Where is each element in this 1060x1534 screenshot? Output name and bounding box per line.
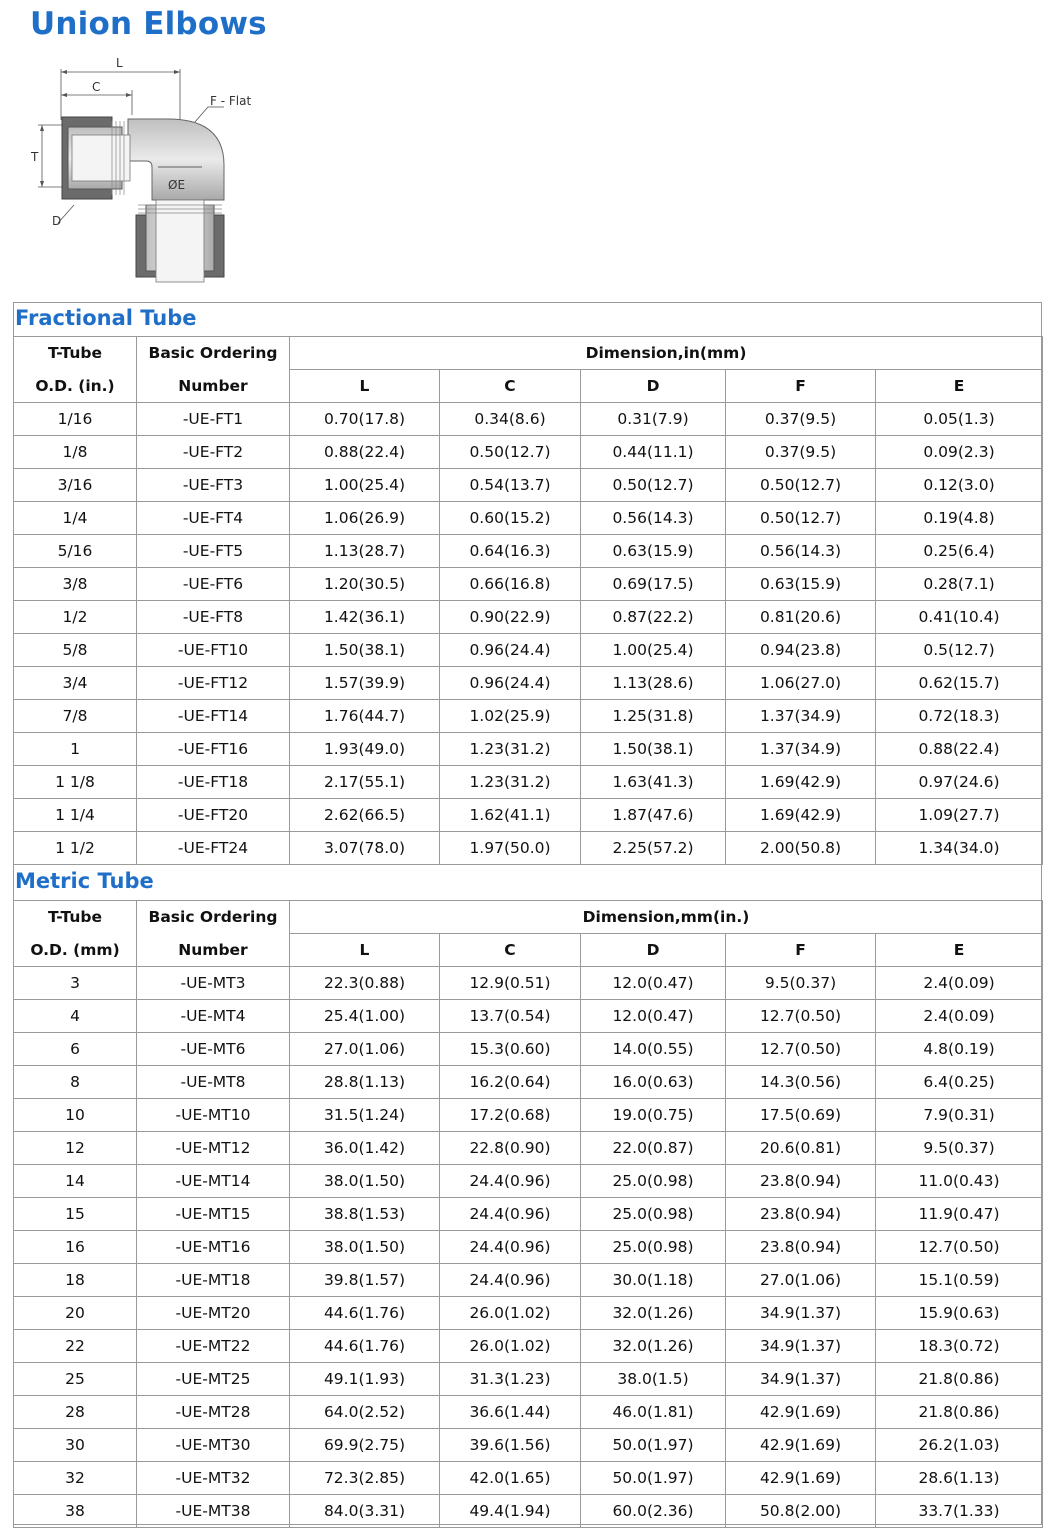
cell-dim-c: 24.4(0.96)	[440, 1198, 581, 1231]
cell-dim-e: 0.05(1.3)	[876, 403, 1043, 436]
header-ordering-number-2: Number	[137, 370, 290, 403]
cell-tube-od: 6	[14, 1033, 137, 1066]
cell-dim-e: 0.09(2.3)	[876, 436, 1043, 469]
cell-dim-c: 1.62(41.1)	[440, 799, 581, 832]
header-tube-od: T-Tube	[14, 901, 137, 934]
cell-dim-d: 50.0(1.97)	[581, 1429, 726, 1462]
header-dim-d: D	[581, 934, 726, 967]
cell-ordering-number: -UE-MT22	[137, 1330, 290, 1363]
cell-dim-l: 25.4(1.00)	[290, 1000, 440, 1033]
cell-tube-od: 30	[14, 1429, 137, 1462]
dim-label-f: F - Flat	[210, 94, 252, 108]
cell-dim-l: 69.9(2.75)	[290, 1429, 440, 1462]
cell-dim-e: 7.9(0.31)	[876, 1099, 1043, 1132]
cell-dim-c: 0.90(22.9)	[440, 601, 581, 634]
cell-dim-d: 25.0(0.98)	[581, 1231, 726, 1264]
cell-dim-c: 1.97(50.0)	[440, 832, 581, 865]
cell-dim-c: 16.2(0.64)	[440, 1066, 581, 1099]
cell-dim-l: 36.0(1.42)	[290, 1132, 440, 1165]
cell-dim-c: 12.9(0.51)	[440, 967, 581, 1000]
header-ordering-number-2: Number	[137, 934, 290, 967]
cell-dim-d: 0.56(14.3)	[581, 502, 726, 535]
cell-dim-c: 0.96(24.4)	[440, 634, 581, 667]
cell-tube-od: 1/4	[14, 502, 137, 535]
cell-ordering-number: -UE-MT12	[137, 1132, 290, 1165]
table-row	[14, 1495, 1043, 1528]
cell-dim-c: 1.23(31.2)	[440, 766, 581, 799]
cell-dim-f: 12.7(0.50)	[726, 1033, 876, 1066]
cell-tube-od: 12	[14, 1132, 137, 1165]
cell-dim-f: 17.5(0.69)	[726, 1099, 876, 1132]
cell-dim-f: 0.50(12.7)	[726, 469, 876, 502]
cell-dim-f: 42.9(1.69)	[726, 1396, 876, 1429]
table-row	[14, 766, 1043, 799]
cell-dim-f: 2.00(50.8)	[726, 832, 876, 865]
cell-dim-l: 1.06(26.9)	[290, 502, 440, 535]
metric-table	[13, 900, 1043, 1528]
cell-dim-e: 0.88(22.4)	[876, 733, 1043, 766]
cell-dim-d: 12.0(0.47)	[581, 967, 726, 1000]
cell-dim-e: 21.8(0.86)	[876, 1363, 1043, 1396]
cell-dim-f: 0.56(14.3)	[726, 535, 876, 568]
cell-tube-od: 18	[14, 1264, 137, 1297]
cell-tube-od: 3/4	[14, 667, 137, 700]
table-row	[14, 1264, 1043, 1297]
cell-ordering-number: -UE-MT28	[137, 1396, 290, 1429]
table-row	[14, 568, 1043, 601]
cell-dim-f: 1.37(34.9)	[726, 733, 876, 766]
cell-tube-od: 28	[14, 1396, 137, 1429]
cell-ordering-number: -UE-FT6	[137, 568, 290, 601]
table-row	[14, 1165, 1043, 1198]
cell-dim-d: 16.0(0.63)	[581, 1066, 726, 1099]
cell-dim-d: 12.0(0.47)	[581, 1000, 726, 1033]
cell-tube-od: 5/8	[14, 634, 137, 667]
cell-dim-l: 1.00(25.4)	[290, 469, 440, 502]
cell-dim-f: 42.9(1.69)	[726, 1429, 876, 1462]
cell-ordering-number: -UE-MT32	[137, 1462, 290, 1495]
cell-dim-e: 6.4(0.25)	[876, 1066, 1043, 1099]
cell-dim-d: 0.44(11.1)	[581, 436, 726, 469]
cell-tube-od: 22	[14, 1330, 137, 1363]
dim-label-e: ØE	[168, 178, 186, 192]
cell-dim-f: 20.6(0.81)	[726, 1132, 876, 1165]
cell-dim-l: 27.0(1.06)	[290, 1033, 440, 1066]
cell-dim-e: 15.1(0.59)	[876, 1264, 1043, 1297]
cell-ordering-number: -UE-MT38	[137, 1495, 290, 1528]
cell-ordering-number: -UE-FT2	[137, 436, 290, 469]
cell-dim-l: 1.13(28.7)	[290, 535, 440, 568]
cell-dim-d: 32.0(1.26)	[581, 1297, 726, 1330]
cell-dim-l: 31.5(1.24)	[290, 1099, 440, 1132]
cell-ordering-number: -UE-FT5	[137, 535, 290, 568]
fractional-table-body	[14, 403, 1043, 865]
cell-dim-d: 30.0(1.18)	[581, 1264, 726, 1297]
cell-dim-l: 0.70(17.8)	[290, 403, 440, 436]
table-row	[14, 535, 1043, 568]
cell-ordering-number: -UE-FT16	[137, 733, 290, 766]
cell-dim-e: 2.4(0.09)	[876, 967, 1043, 1000]
table-row	[14, 1132, 1043, 1165]
cell-tube-od: 1/8	[14, 436, 137, 469]
table-row	[14, 1033, 1043, 1066]
fractional-section-title: Fractional Tube	[15, 306, 197, 330]
table-row	[14, 967, 1043, 1000]
cell-dim-d: 38.0(1.5)	[581, 1363, 726, 1396]
cell-dim-f: 12.7(0.50)	[726, 1000, 876, 1033]
header-dim-c: C	[440, 934, 581, 967]
cell-ordering-number: -UE-FT8	[137, 601, 290, 634]
cell-tube-od: 15	[14, 1198, 137, 1231]
cell-dim-l: 2.62(66.5)	[290, 799, 440, 832]
cell-dim-f: 0.81(20.6)	[726, 601, 876, 634]
cell-dim-l: 38.8(1.53)	[290, 1198, 440, 1231]
table-row	[14, 1363, 1043, 1396]
cell-dim-f: 0.63(15.9)	[726, 568, 876, 601]
cell-tube-od: 16	[14, 1231, 137, 1264]
cell-dim-l: 64.0(2.52)	[290, 1396, 440, 1429]
cell-ordering-number: -UE-MT10	[137, 1099, 290, 1132]
cell-dim-e: 0.5(12.7)	[876, 634, 1043, 667]
cell-dim-e: 28.6(1.13)	[876, 1462, 1043, 1495]
table-row	[14, 1000, 1043, 1033]
cell-dim-l: 44.6(1.76)	[290, 1297, 440, 1330]
cell-ordering-number: -UE-FT12	[137, 667, 290, 700]
cell-dim-l: 1.93(49.0)	[290, 733, 440, 766]
header-ordering-number: Basic Ordering	[137, 337, 290, 370]
table-row	[14, 1462, 1043, 1495]
cell-dim-e: 21.8(0.86)	[876, 1396, 1043, 1429]
cell-dim-l: 49.1(1.93)	[290, 1363, 440, 1396]
cell-tube-od: 38	[14, 1495, 137, 1528]
cell-dim-d: 0.50(12.7)	[581, 469, 726, 502]
cell-tube-od: 20	[14, 1297, 137, 1330]
dim-label-c: C	[92, 80, 101, 94]
header-dimension: Dimension,mm(in.)	[290, 901, 1043, 934]
cell-dim-c: 0.66(16.8)	[440, 568, 581, 601]
cell-ordering-number: -UE-MT8	[137, 1066, 290, 1099]
cell-dim-l: 1.57(39.9)	[290, 667, 440, 700]
dim-label-l: L	[116, 56, 123, 70]
cell-dim-f: 1.37(34.9)	[726, 700, 876, 733]
cell-dim-d: 50.0(1.97)	[581, 1462, 726, 1495]
cell-dim-d: 0.63(15.9)	[581, 535, 726, 568]
cell-dim-c: 24.4(0.96)	[440, 1165, 581, 1198]
cell-dim-c: 1.02(25.9)	[440, 700, 581, 733]
cell-dim-l: 22.3(0.88)	[290, 967, 440, 1000]
dim-label-d: D	[52, 214, 62, 228]
cell-ordering-number: -UE-FT18	[137, 766, 290, 799]
table-row	[14, 469, 1043, 502]
cell-tube-od: 4	[14, 1000, 137, 1033]
table-row	[14, 634, 1043, 667]
cell-dim-c: 0.50(12.7)	[440, 436, 581, 469]
table-row	[14, 667, 1043, 700]
cell-dim-l: 2.17(55.1)	[290, 766, 440, 799]
cell-dim-e: 9.5(0.37)	[876, 1132, 1043, 1165]
cell-dim-e: 2.4(0.09)	[876, 1000, 1043, 1033]
cell-dim-d: 0.87(22.2)	[581, 601, 726, 634]
table-row	[14, 502, 1043, 535]
cell-tube-od: 3/16	[14, 469, 137, 502]
page-title: Union Elbows	[30, 6, 267, 42]
header-dim-d: D	[581, 370, 726, 403]
cell-dim-f: 42.9(1.69)	[726, 1462, 876, 1495]
cell-dim-c: 22.8(0.90)	[440, 1132, 581, 1165]
cell-ordering-number: -UE-MT20	[137, 1297, 290, 1330]
cell-dim-f: 23.8(0.94)	[726, 1198, 876, 1231]
cell-dim-e: 18.3(0.72)	[876, 1330, 1043, 1363]
cell-tube-od: 3	[14, 967, 137, 1000]
table-row	[14, 832, 1043, 865]
cell-dim-c: 1.23(31.2)	[440, 733, 581, 766]
cell-dim-c: 0.54(13.7)	[440, 469, 581, 502]
cell-dim-f: 0.50(12.7)	[726, 502, 876, 535]
table-row	[14, 1066, 1043, 1099]
cell-dim-d: 1.25(31.8)	[581, 700, 726, 733]
cell-tube-od: 10	[14, 1099, 137, 1132]
cell-ordering-number: -UE-FT24	[137, 832, 290, 865]
table-row	[14, 601, 1043, 634]
header-dim-f: F	[726, 934, 876, 967]
cell-dim-f: 1.69(42.9)	[726, 766, 876, 799]
cell-dim-c: 17.2(0.68)	[440, 1099, 581, 1132]
cell-dim-c: 39.6(1.56)	[440, 1429, 581, 1462]
cell-dim-e: 0.25(6.4)	[876, 535, 1043, 568]
cell-tube-od: 1/16	[14, 403, 137, 436]
cell-ordering-number: -UE-FT4	[137, 502, 290, 535]
cell-dim-l: 39.8(1.57)	[290, 1264, 440, 1297]
table-row	[14, 1429, 1043, 1462]
table-row	[14, 1396, 1043, 1429]
cell-ordering-number: -UE-MT18	[137, 1264, 290, 1297]
cell-dim-d: 1.13(28.6)	[581, 667, 726, 700]
cell-tube-od: 1 1/4	[14, 799, 137, 832]
cell-dim-f: 0.37(9.5)	[726, 403, 876, 436]
cell-ordering-number: -UE-MT30	[137, 1429, 290, 1462]
cell-dim-l: 28.8(1.13)	[290, 1066, 440, 1099]
table-row	[14, 1099, 1043, 1132]
header-dim-l: L	[290, 370, 440, 403]
cell-dim-e: 0.97(24.6)	[876, 766, 1043, 799]
cell-ordering-number: -UE-FT3	[137, 469, 290, 502]
cell-dim-d: 1.87(47.6)	[581, 799, 726, 832]
cell-dim-l: 38.0(1.50)	[290, 1231, 440, 1264]
cell-ordering-number: -UE-FT10	[137, 634, 290, 667]
cell-dim-d: 1.00(25.4)	[581, 634, 726, 667]
cell-ordering-number: -UE-MT15	[137, 1198, 290, 1231]
cell-dim-d: 25.0(0.98)	[581, 1165, 726, 1198]
cell-dim-f: 34.9(1.37)	[726, 1363, 876, 1396]
metric-section-title: Metric Tube	[15, 869, 154, 893]
table-row	[14, 1231, 1043, 1264]
cell-dim-e: 33.7(1.33)	[876, 1495, 1043, 1528]
cell-dim-l: 44.6(1.76)	[290, 1330, 440, 1363]
table-row	[14, 799, 1043, 832]
table-row	[14, 1198, 1043, 1231]
cell-dim-f: 34.9(1.37)	[726, 1297, 876, 1330]
cell-dim-d: 19.0(0.75)	[581, 1099, 726, 1132]
header-tube-od-unit: O.D. (in.)	[14, 370, 137, 403]
cell-ordering-number: -UE-MT3	[137, 967, 290, 1000]
cell-dim-f: 50.8(2.00)	[726, 1495, 876, 1528]
table-row	[14, 403, 1043, 436]
cell-dim-l: 38.0(1.50)	[290, 1165, 440, 1198]
cell-tube-od: 14	[14, 1165, 137, 1198]
cell-dim-e: 15.9(0.63)	[876, 1297, 1043, 1330]
cell-dim-c: 0.34(8.6)	[440, 403, 581, 436]
header-dim-f: F	[726, 370, 876, 403]
cell-dim-f: 23.8(0.94)	[726, 1231, 876, 1264]
cell-dim-d: 60.0(2.36)	[581, 1495, 726, 1528]
cell-dim-e: 1.09(27.7)	[876, 799, 1043, 832]
cell-dim-l: 84.0(3.31)	[290, 1495, 440, 1528]
cell-dim-f: 34.9(1.37)	[726, 1330, 876, 1363]
cell-dim-e: 0.62(15.7)	[876, 667, 1043, 700]
table-row	[14, 700, 1043, 733]
cell-dim-c: 24.4(0.96)	[440, 1231, 581, 1264]
cell-dim-f: 27.0(1.06)	[726, 1264, 876, 1297]
cell-dim-c: 24.4(0.96)	[440, 1264, 581, 1297]
cell-tube-od: 1 1/2	[14, 832, 137, 865]
cell-dim-e: 0.28(7.1)	[876, 568, 1043, 601]
cell-dim-l: 72.3(2.85)	[290, 1462, 440, 1495]
cell-dim-d: 14.0(0.55)	[581, 1033, 726, 1066]
cell-dim-e: 0.41(10.4)	[876, 601, 1043, 634]
cell-dim-d: 1.63(41.3)	[581, 766, 726, 799]
cell-tube-od: 1/2	[14, 601, 137, 634]
cell-ordering-number: -UE-FT1	[137, 403, 290, 436]
cell-dim-d: 46.0(1.81)	[581, 1396, 726, 1429]
cell-dim-c: 15.3(0.60)	[440, 1033, 581, 1066]
union-elbow-diagram	[28, 55, 268, 287]
cell-dim-c: 26.0(1.02)	[440, 1297, 581, 1330]
cell-dim-c: 0.64(16.3)	[440, 535, 581, 568]
cell-tube-od: 1	[14, 733, 137, 766]
cell-dim-l: 1.20(30.5)	[290, 568, 440, 601]
header-dimension: Dimension,in(mm)	[290, 337, 1043, 370]
cell-tube-od: 25	[14, 1363, 137, 1396]
cell-dim-e: 0.19(4.8)	[876, 502, 1043, 535]
header-dim-e: E	[876, 370, 1043, 403]
cell-dim-c: 49.4(1.94)	[440, 1495, 581, 1528]
cell-dim-f: 0.94(23.8)	[726, 634, 876, 667]
table-row	[14, 1297, 1043, 1330]
header-ordering-number: Basic Ordering	[137, 901, 290, 934]
cell-dim-d: 0.69(17.5)	[581, 568, 726, 601]
cell-dim-e: 0.72(18.3)	[876, 700, 1043, 733]
cell-dim-l: 0.88(22.4)	[290, 436, 440, 469]
cell-dim-e: 11.0(0.43)	[876, 1165, 1043, 1198]
cell-dim-d: 1.50(38.1)	[581, 733, 726, 766]
cell-dim-d: 25.0(0.98)	[581, 1198, 726, 1231]
cell-dim-c: 26.0(1.02)	[440, 1330, 581, 1363]
cell-dim-l: 1.42(36.1)	[290, 601, 440, 634]
cell-dim-l: 3.07(78.0)	[290, 832, 440, 865]
cell-tube-od: 8	[14, 1066, 137, 1099]
table-row	[14, 1330, 1043, 1363]
cell-dim-c: 13.7(0.54)	[440, 1000, 581, 1033]
cell-dim-c: 0.60(15.2)	[440, 502, 581, 535]
header-dim-l: L	[290, 934, 440, 967]
cell-dim-e: 11.9(0.47)	[876, 1198, 1043, 1231]
cell-ordering-number: -UE-FT20	[137, 799, 290, 832]
cell-ordering-number: -UE-MT6	[137, 1033, 290, 1066]
cell-dim-e: 26.2(1.03)	[876, 1429, 1043, 1462]
cell-tube-od: 5/16	[14, 535, 137, 568]
header-tube-od-unit: O.D. (mm)	[14, 934, 137, 967]
fractional-table	[13, 336, 1043, 865]
cell-dim-c: 0.96(24.4)	[440, 667, 581, 700]
cell-dim-f: 23.8(0.94)	[726, 1165, 876, 1198]
table-row	[14, 436, 1043, 469]
cell-ordering-number: -UE-MT25	[137, 1363, 290, 1396]
cell-dim-d: 32.0(1.26)	[581, 1330, 726, 1363]
cell-dim-c: 42.0(1.65)	[440, 1462, 581, 1495]
dim-label-t: T	[31, 150, 39, 164]
header-tube-od: T-Tube	[14, 337, 137, 370]
cell-dim-d: 2.25(57.2)	[581, 832, 726, 865]
header-dim-e: E	[876, 934, 1043, 967]
header-dim-c: C	[440, 370, 581, 403]
cell-tube-od: 7/8	[14, 700, 137, 733]
cell-ordering-number: -UE-FT14	[137, 700, 290, 733]
cell-ordering-number: -UE-MT14	[137, 1165, 290, 1198]
cell-dim-e: 4.8(0.19)	[876, 1033, 1043, 1066]
cell-dim-f: 1.06(27.0)	[726, 667, 876, 700]
cell-dim-d: 0.31(7.9)	[581, 403, 726, 436]
cell-dim-f: 0.37(9.5)	[726, 436, 876, 469]
cell-dim-f: 9.5(0.37)	[726, 967, 876, 1000]
cell-dim-c: 36.6(1.44)	[440, 1396, 581, 1429]
cell-tube-od: 32	[14, 1462, 137, 1495]
cell-dim-l: 1.76(44.7)	[290, 700, 440, 733]
table-row	[14, 733, 1043, 766]
cell-dim-l: 1.50(38.1)	[290, 634, 440, 667]
cell-dim-d: 22.0(0.87)	[581, 1132, 726, 1165]
cell-ordering-number: -UE-MT16	[137, 1231, 290, 1264]
cell-dim-e: 0.12(3.0)	[876, 469, 1043, 502]
cell-dim-c: 31.3(1.23)	[440, 1363, 581, 1396]
cell-tube-od: 1 1/8	[14, 766, 137, 799]
cell-dim-f: 14.3(0.56)	[726, 1066, 876, 1099]
cell-dim-e: 1.34(34.0)	[876, 832, 1043, 865]
cell-tube-od: 3/8	[14, 568, 137, 601]
metric-table-body	[14, 967, 1043, 1528]
cell-dim-f: 1.69(42.9)	[726, 799, 876, 832]
cell-ordering-number: -UE-MT4	[137, 1000, 290, 1033]
cell-dim-e: 12.7(0.50)	[876, 1231, 1043, 1264]
